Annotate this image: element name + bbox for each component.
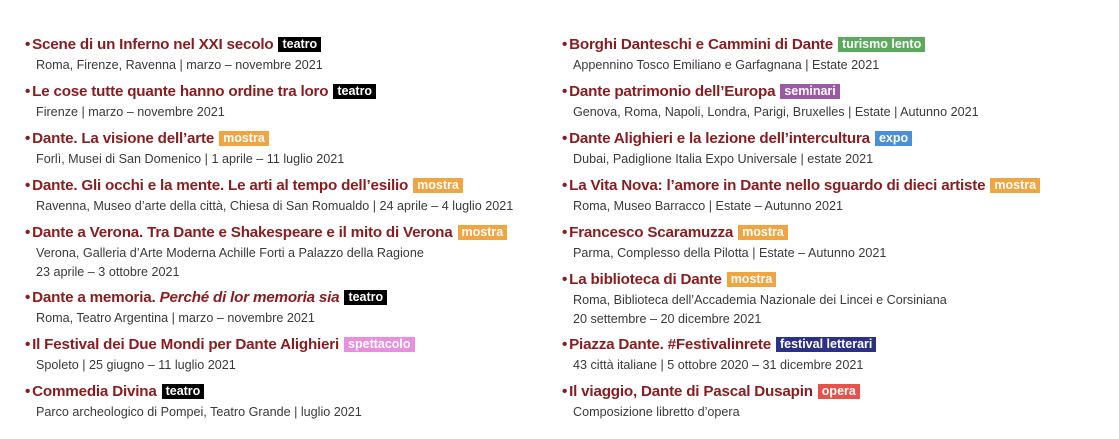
event-title-text: Dante. La visione dell’arte	[32, 130, 215, 147]
event-title[interactable]	[562, 81, 1112, 103]
bullet-icon: •	[25, 224, 31, 241]
event-details: Composizione libretto d’opera	[573, 405, 740, 419]
event-item	[25, 334, 560, 375]
bullet-icon: •	[562, 83, 568, 100]
bullet-icon: •	[25, 130, 31, 147]
event-title-text: Piazza Dante. #Festivalinrete	[569, 336, 771, 353]
event-title-text: Commedia Divina	[32, 383, 157, 400]
category-tag: mostra	[990, 178, 1040, 193]
event-item	[562, 381, 1112, 422]
event-details: Roma, Firenze, Ravenna | marzo – novembre 2021	[36, 58, 323, 72]
event-title[interactable]	[25, 175, 560, 197]
event-details: Genova, Roma, Napoli, Londra, Parigi, Bruxelles | Estate | Autunno 2021	[573, 105, 979, 119]
event-details: Roma, Museo Barracco | Estate – Autunno 2021	[573, 199, 843, 213]
event-title-text: Dante a Verona. Tra Dante e Shakespeare e il mito di Verona	[32, 224, 453, 241]
event-title-text: Il Festival dei Due Mondi per Dante Alighieri	[32, 336, 340, 353]
event-title-text: Le cose tutte quante hanno ordine tra loro	[32, 83, 329, 100]
event-details: Roma, Teatro Argentina | marzo – novembre 2021	[36, 311, 315, 325]
event-title[interactable]	[562, 222, 1112, 244]
category-tag: turismo lento	[838, 37, 925, 52]
event-title[interactable]	[25, 334, 560, 356]
event-title[interactable]	[25, 128, 560, 150]
event-details: Parco archeologico di Pompei, Teatro Grande | luglio 2021	[36, 405, 362, 419]
event-details: 23 aprile – 3 ottobre 2021	[36, 265, 180, 279]
event-item	[562, 175, 1112, 216]
event-details: Dubai, Padiglione Italia Expo Universale | estate 2021	[573, 152, 874, 166]
bullet-icon: •	[25, 336, 31, 353]
bullet-icon: •	[25, 383, 31, 400]
event-details: Firenze | marzo – novembre 2021	[36, 105, 225, 119]
bullet-icon: •	[562, 336, 568, 353]
category-tag: seminari	[780, 84, 839, 99]
bullet-icon: •	[25, 83, 31, 100]
category-tag: spettacolo	[344, 337, 415, 352]
event-details: Spoleto | 25 giugno – 11 luglio 2021	[36, 358, 236, 372]
event-item	[562, 269, 1112, 329]
event-item	[25, 175, 560, 216]
category-tag: mostra	[458, 225, 508, 240]
event-title-italic: Perché di lor memoria sia	[159, 289, 340, 306]
event-title-text: La biblioteca di Dante	[569, 271, 722, 288]
event-title-text: Francesco Scaramuzza	[569, 224, 734, 241]
category-tag: expo	[875, 131, 912, 146]
event-details: Roma, Biblioteca dell’Accademia Nazionale dei Lincei e Corsiniana	[573, 293, 947, 307]
event-item	[562, 334, 1112, 375]
category-tag: teatro	[278, 37, 321, 52]
event-details: Verona, Galleria d’Arte Moderna Achille Forti a Palazzo della Ragione	[36, 246, 424, 260]
category-tag: mostra	[413, 178, 463, 193]
event-title[interactable]	[25, 222, 560, 244]
bullet-icon: •	[562, 130, 568, 147]
event-item	[25, 128, 560, 169]
event-title-text: La Vita Nova: l’amore in Dante nello sguardo di dieci artiste	[569, 177, 986, 194]
event-item	[562, 34, 1112, 75]
bullet-icon: •	[562, 271, 568, 288]
category-tag: mostra	[727, 272, 777, 287]
category-tag: mostra	[219, 131, 269, 146]
event-details: 43 città italiane | 5 ottobre 2020 – 31 dicembre 2021	[573, 358, 864, 372]
event-title-text: Borghi Danteschi e Cammini di Dante	[569, 36, 834, 53]
event-item	[562, 81, 1112, 122]
event-title[interactable]	[562, 381, 1112, 403]
category-tag: teatro	[333, 84, 376, 99]
event-title[interactable]	[25, 381, 560, 403]
category-tag: mostra	[738, 225, 788, 240]
event-title-text: Dante a memoria.	[32, 289, 160, 306]
bullet-icon: •	[25, 36, 31, 53]
event-title-text: Dante patrimonio dell’Europa	[569, 83, 776, 100]
event-item	[25, 34, 560, 75]
event-item	[25, 81, 560, 122]
event-title[interactable]	[562, 128, 1112, 150]
bullet-icon: •	[25, 289, 31, 306]
bullet-icon: •	[562, 36, 568, 53]
event-item	[562, 128, 1112, 169]
event-title-text: Il viaggio, Dante di Pascal Dusapin	[569, 383, 813, 400]
category-tag: teatro	[162, 384, 205, 399]
event-title[interactable]	[25, 287, 560, 309]
event-title[interactable]	[562, 175, 1112, 197]
event-title-text: Dante. Gli occhi e la mente. Le arti al tempo dell’esilio	[32, 177, 409, 194]
event-title[interactable]	[562, 269, 1112, 291]
event-item	[25, 381, 560, 422]
bullet-icon: •	[562, 177, 568, 194]
event-details: Appennino Tosco Emiliano e Garfagnana | Estate 2021	[573, 58, 880, 72]
event-details: Forlì, Musei di San Domenico | 1 aprile – 11 luglio 2021	[36, 152, 345, 166]
bullet-icon: •	[562, 224, 568, 241]
event-title[interactable]	[25, 34, 560, 56]
event-details: Ravenna, Museo d’arte della città, Chiesa di San Romualdo | 24 aprile – 4 luglio 2021	[36, 199, 514, 213]
bullet-icon: •	[562, 383, 568, 400]
category-tag: festival letterari	[776, 337, 876, 352]
event-details: Parma, Complesso della Pilotta | Estate – Autunno 2021	[573, 246, 887, 260]
category-tag: opera	[818, 384, 860, 399]
event-item	[25, 222, 560, 282]
category-tag: teatro	[344, 290, 387, 305]
event-details: 20 settembre – 20 dicembre 2021	[573, 312, 762, 326]
event-title-text: Scene di un Inferno nel XXI secolo	[32, 36, 274, 53]
event-item	[25, 287, 560, 328]
event-title[interactable]	[25, 81, 560, 103]
event-item	[562, 222, 1112, 263]
event-title[interactable]	[562, 334, 1112, 356]
event-title[interactable]	[562, 34, 1112, 56]
bullet-icon: •	[25, 177, 31, 194]
event-title-text: Dante Alighieri e la lezione dell’intercultura	[569, 130, 870, 147]
